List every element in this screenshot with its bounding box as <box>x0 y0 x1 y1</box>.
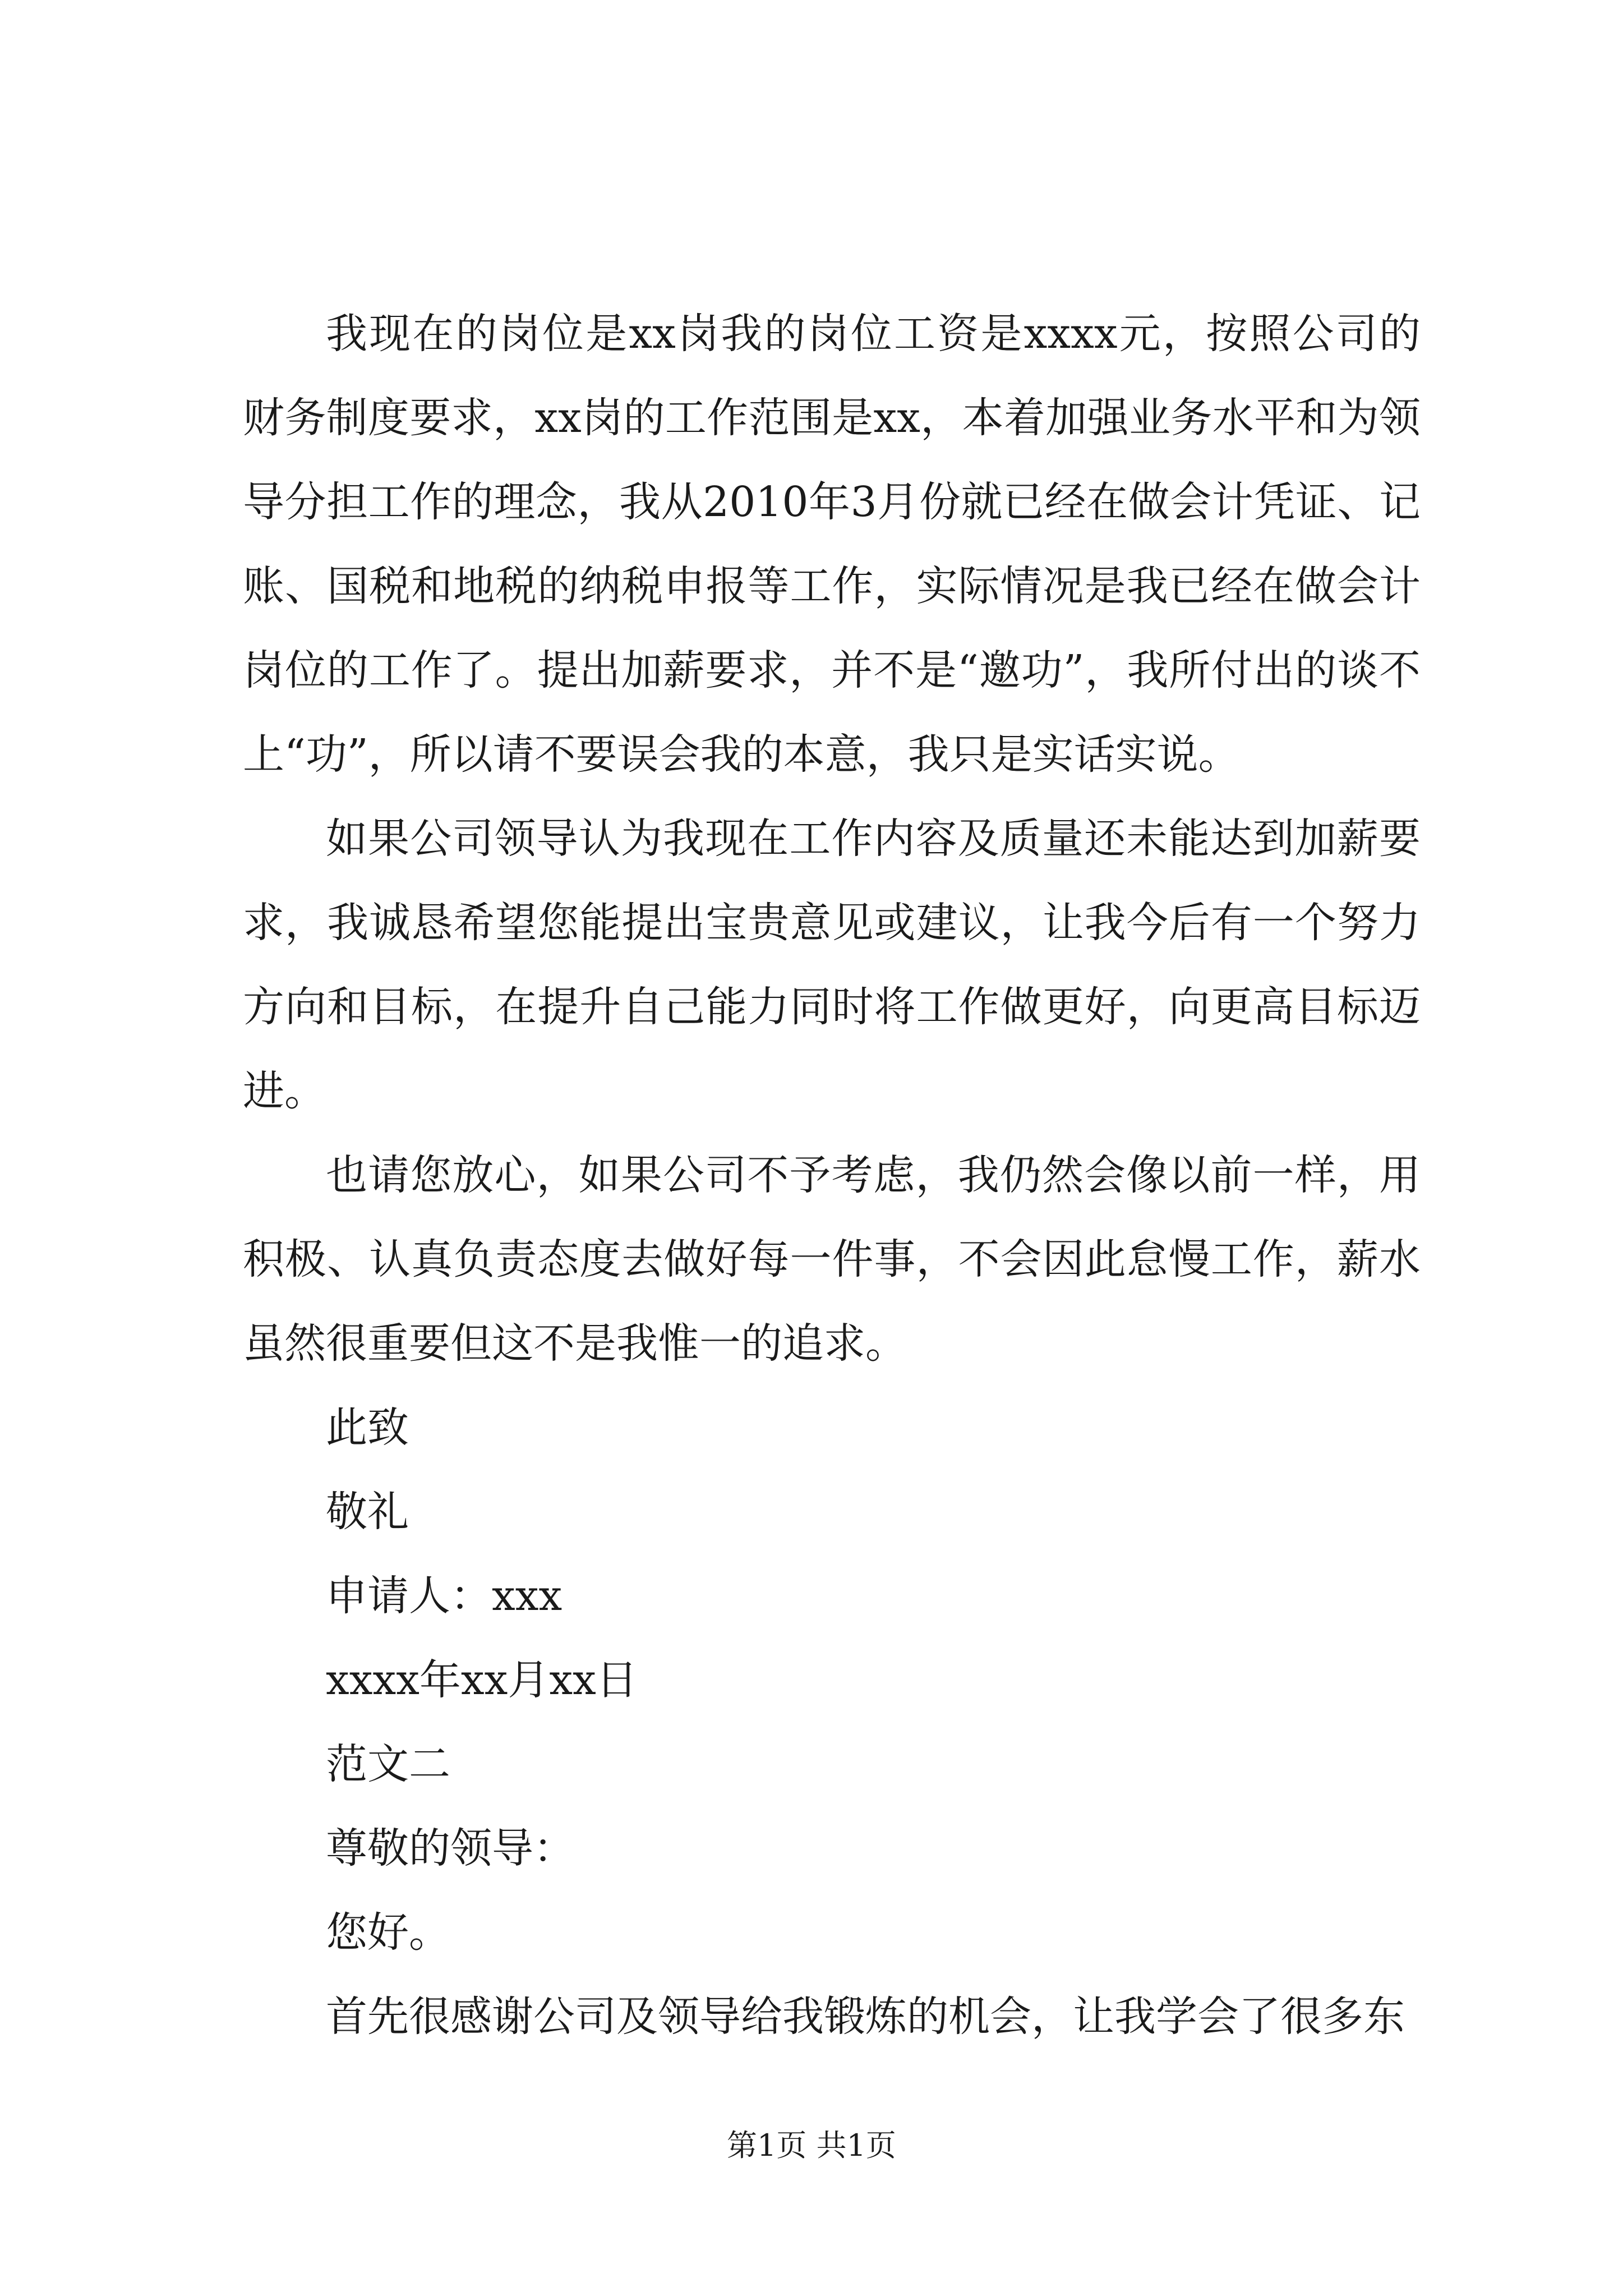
paragraph-2: 如果公司领导认为我现在工作内容及质量还未能达到加薪要求，我诚恳希望您能提出宝贵意见或建议，让我今后有一个努力方向和目标，在提升自己能力同时将工作做更好，向更高目标迈进。 <box>243 815 1421 1115</box>
document-body <box>243 292 1421 2059</box>
closing-line: 此致 <box>326 1404 409 1452</box>
page-footer: 第1页 共1页 <box>727 2128 896 2163</box>
paragraph-3: 也请您放心，如果公司不予考虑，我仍然会像以前一样，用积极、认真负责态度去做好每一件事，不会因此怠慢工作，薪水虽然很重要但这不是我惟一的追求。 <box>243 1151 1421 1368</box>
applicant-line: 申请人：xxx <box>326 1572 562 1620</box>
hello-line: 您好。 <box>326 1908 450 1957</box>
salute-line: 敬礼 <box>326 1488 409 1536</box>
date-line: xxxx年xx月xx日 <box>326 1656 638 1704</box>
greeting-line: 尊敬的领导： <box>326 1824 575 1872</box>
section-title: 范文二 <box>326 1740 450 1788</box>
last-paragraph: 首先很感谢公司及领导给我锻炼的机会，让我学会了很多东 <box>326 1993 1405 2041</box>
paragraph-1: 我现在的岗位是xx岗我的岗位工资是xxxx元，按照公司的财务制度要求，xx岗的工作范围是xx，本着加强业务水平和为领导分担工作的理念，我从2010年3月份就已经在做会计凭证、记账、国税和地税的纳税申报等工作，实际情况是我已经在做会计岗位的工作了。提出加薪要求，并不是“邀功”，我所付出的谈不上“功”，所以请不要误会我的本意，我只是实话实说。 <box>243 310 1421 779</box>
